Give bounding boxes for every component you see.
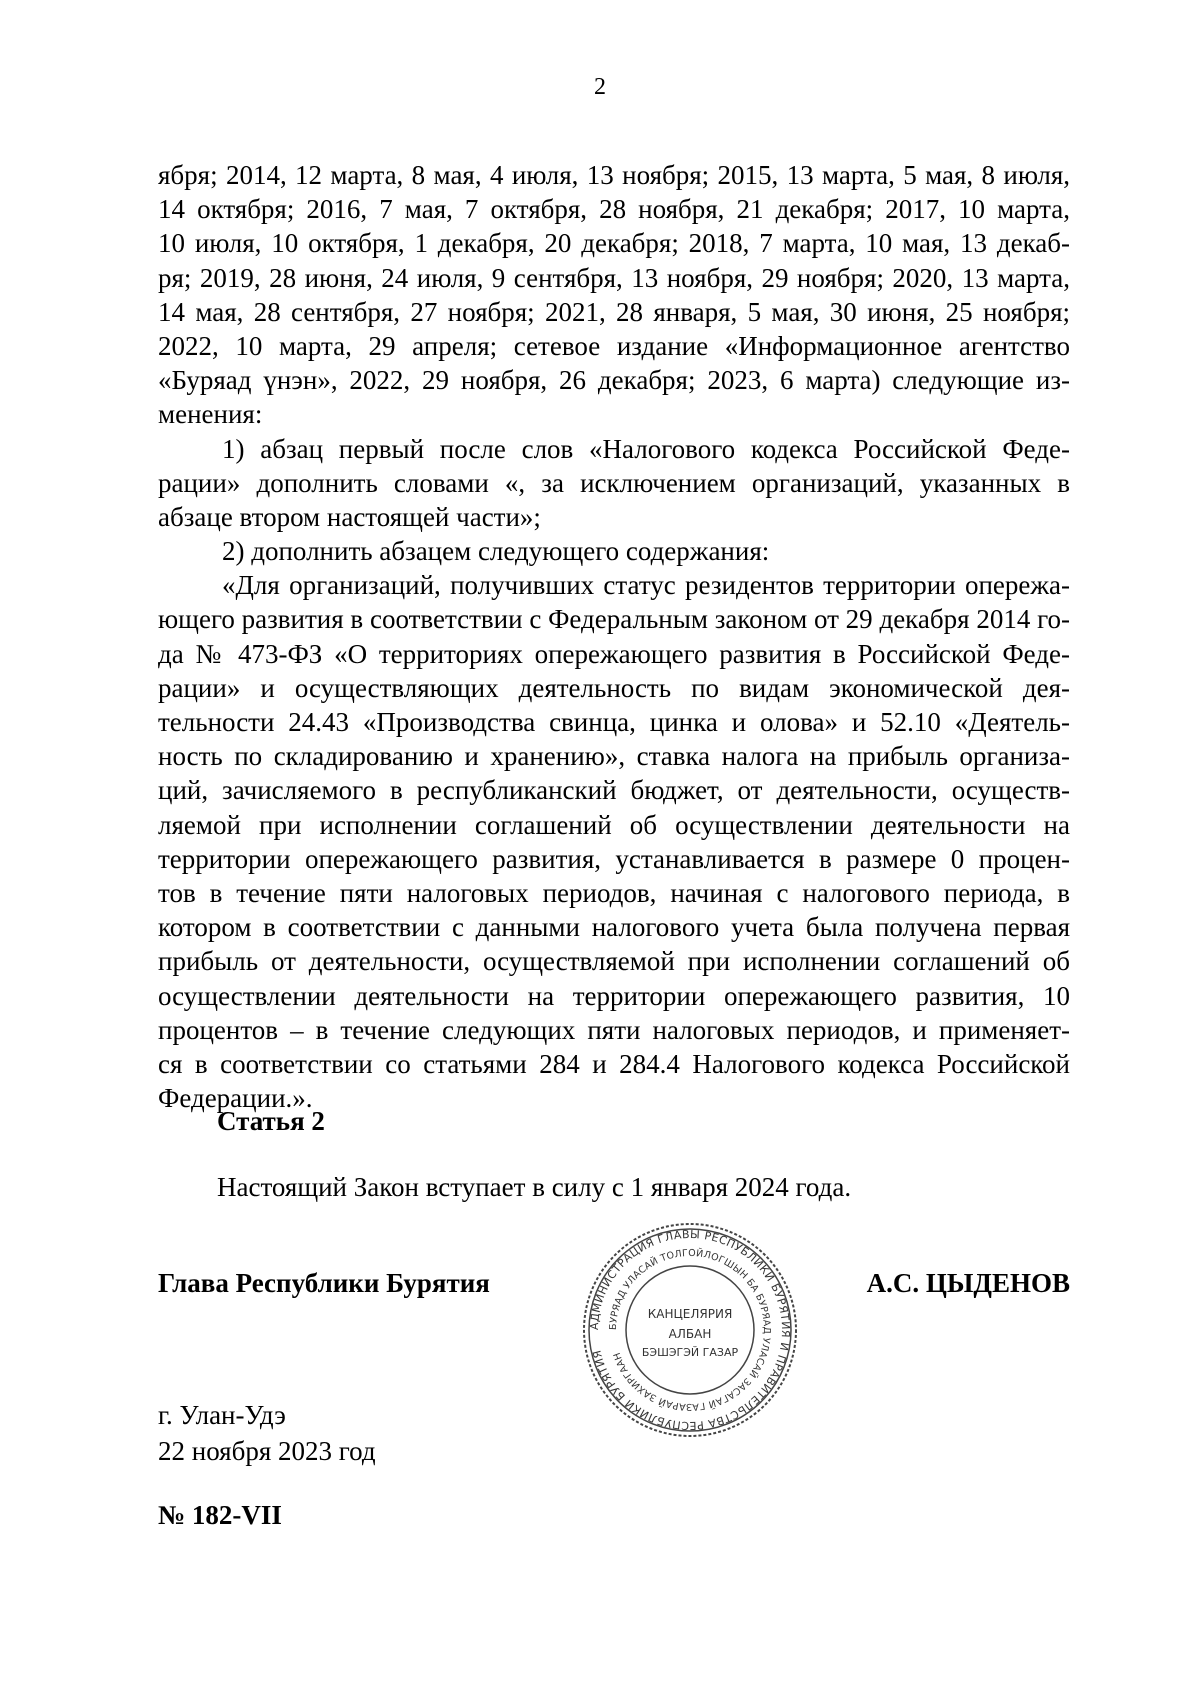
body-line: 2) дополнить абзацем следующего содержания: (222, 536, 770, 567)
signing-date: 22 ноября 2023 год (158, 1436, 376, 1466)
body-line: процентов – в течение следующих пяти налоговых периодов, и применяет- (158, 1014, 1070, 1045)
stamp-line-2: АЛБАН (668, 1327, 712, 1341)
body-line: ляемой при исполнении соглашений об осуществлении деятельности на (158, 809, 1070, 840)
body-line: тов в течение пяти налоговых периодов, начиная с налогового периода, в (158, 877, 1070, 908)
body-line: ющего развития в соответствии с Федеральным законом от 29 декабря 2014 го- (158, 604, 1070, 635)
body-line: 2022, 10 марта, 29 апреля; сетевое издание «Информационное агентство (158, 330, 1070, 361)
signatory-name: А.С. ЦЫДЕНОВ (866, 1268, 1070, 1298)
body-line: «Буряад үнэн», 2022, 29 ноября, 26 декабря; 2023, 6 марта) следующие из- (158, 365, 1070, 396)
law-number: № 182-VII (158, 1500, 282, 1530)
signatory-position: Глава Республики Бурятия (158, 1268, 490, 1298)
body-line: котором в соответствии с данными налогового учета была получена первая (158, 912, 1070, 943)
body-line: да № 473-ФЗ «О территориях опережающего развития в Российской Феде- (158, 638, 1070, 669)
stamp-inner-text: БУРЯАД УЛАСАЙ ТОЛГОЙЛОГШЫН БА БУРЯАД УЛАСАЙ ЗАСАГАЙ ГАЗАРАЙ ЗАХИРГААН (607, 1247, 773, 1413)
body-line: прибыль от деятельности, осуществляемой при исполнении соглашений об (158, 946, 1070, 977)
body-line: Федерации.». (158, 1083, 313, 1114)
page-number: 2 (594, 74, 606, 100)
official-stamp (580, 1220, 800, 1440)
body-line: ря; 2019, 28 июня, 24 июля, 9 сентября, 13 ноября, 29 ноября; 2020, 13 марта, (158, 262, 1070, 293)
article-title: Статья 2 (217, 1106, 325, 1136)
stamp-outer-text: АДМИНИСТРАЦИЯ ГЛАВЫ РЕСПУБЛИКИ БУРЯТИЯ И ПРАВИТЕЛЬСТВА РЕСПУБЛИКИ БУРЯТИЯ (587, 1227, 793, 1433)
body-line: рации» и осуществляющих деятельность по видам экономической дея- (158, 672, 1070, 703)
body-line: 14 октября; 2016, 7 мая, 7 октября, 28 ноября, 21 декабря; 2017, 10 марта, (158, 194, 1070, 225)
body-line: осуществлении деятельности на территории опережающего развития, 10 (158, 980, 1070, 1011)
body-line: 10 июля, 10 октября, 1 декабря, 20 декабря; 2018, 7 марта, 10 мая, 13 декаб- (158, 228, 1070, 259)
body-line: абзаце втором настоящей части»; (158, 501, 541, 532)
body-line: 1) абзац первый после слов «Налогового кодекса Российской Феде- (222, 433, 1070, 464)
body-line: менения: (158, 399, 263, 430)
body-line: тельности 24.43 «Производства свинца, цинка и олова» и 52.10 «Деятель- (158, 707, 1070, 737)
body-line: ций, зачисляемого в республиканский бюджет, от деятельности, осуществ- (158, 775, 1070, 806)
place-of-signing: г. Улан-Удэ (158, 1400, 286, 1430)
article-text: Настоящий Закон вступает в силу с 1 января 2024 года. (217, 1172, 852, 1202)
stamp-line-1: КАНЦЕЛЯРИЯ (647, 1307, 733, 1321)
body-line: 14 мая, 28 сентября, 27 ноября; 2021, 28 января, 5 мая, 30 июня, 25 ноября; (158, 296, 1070, 327)
body-line: ся в соответствии со статьями 284 и 284.4 Налогового кодекса Российской (158, 1048, 1070, 1079)
body-line: ность по складированию и хранению», ставка налога на прибыль организа- (158, 741, 1070, 772)
body-line: территории опережающего развития, устанавливается в размере 0 процен- (158, 843, 1070, 874)
body-line: «Для организаций, получивших статус резидентов территории опережа- (222, 570, 1070, 601)
body-line: ября; 2014, 12 марта, 8 мая, 4 июля, 13 ноября; 2015, 13 марта, 5 мая, 8 июля, (158, 160, 1070, 190)
law-body-text (158, 158, 1070, 1115)
stamp-line-3: БЭШЭГЭЙ ГАЗАР (641, 1346, 739, 1359)
body-line: рации» дополнить словами «, за исключением организаций, указанных в (158, 467, 1070, 498)
